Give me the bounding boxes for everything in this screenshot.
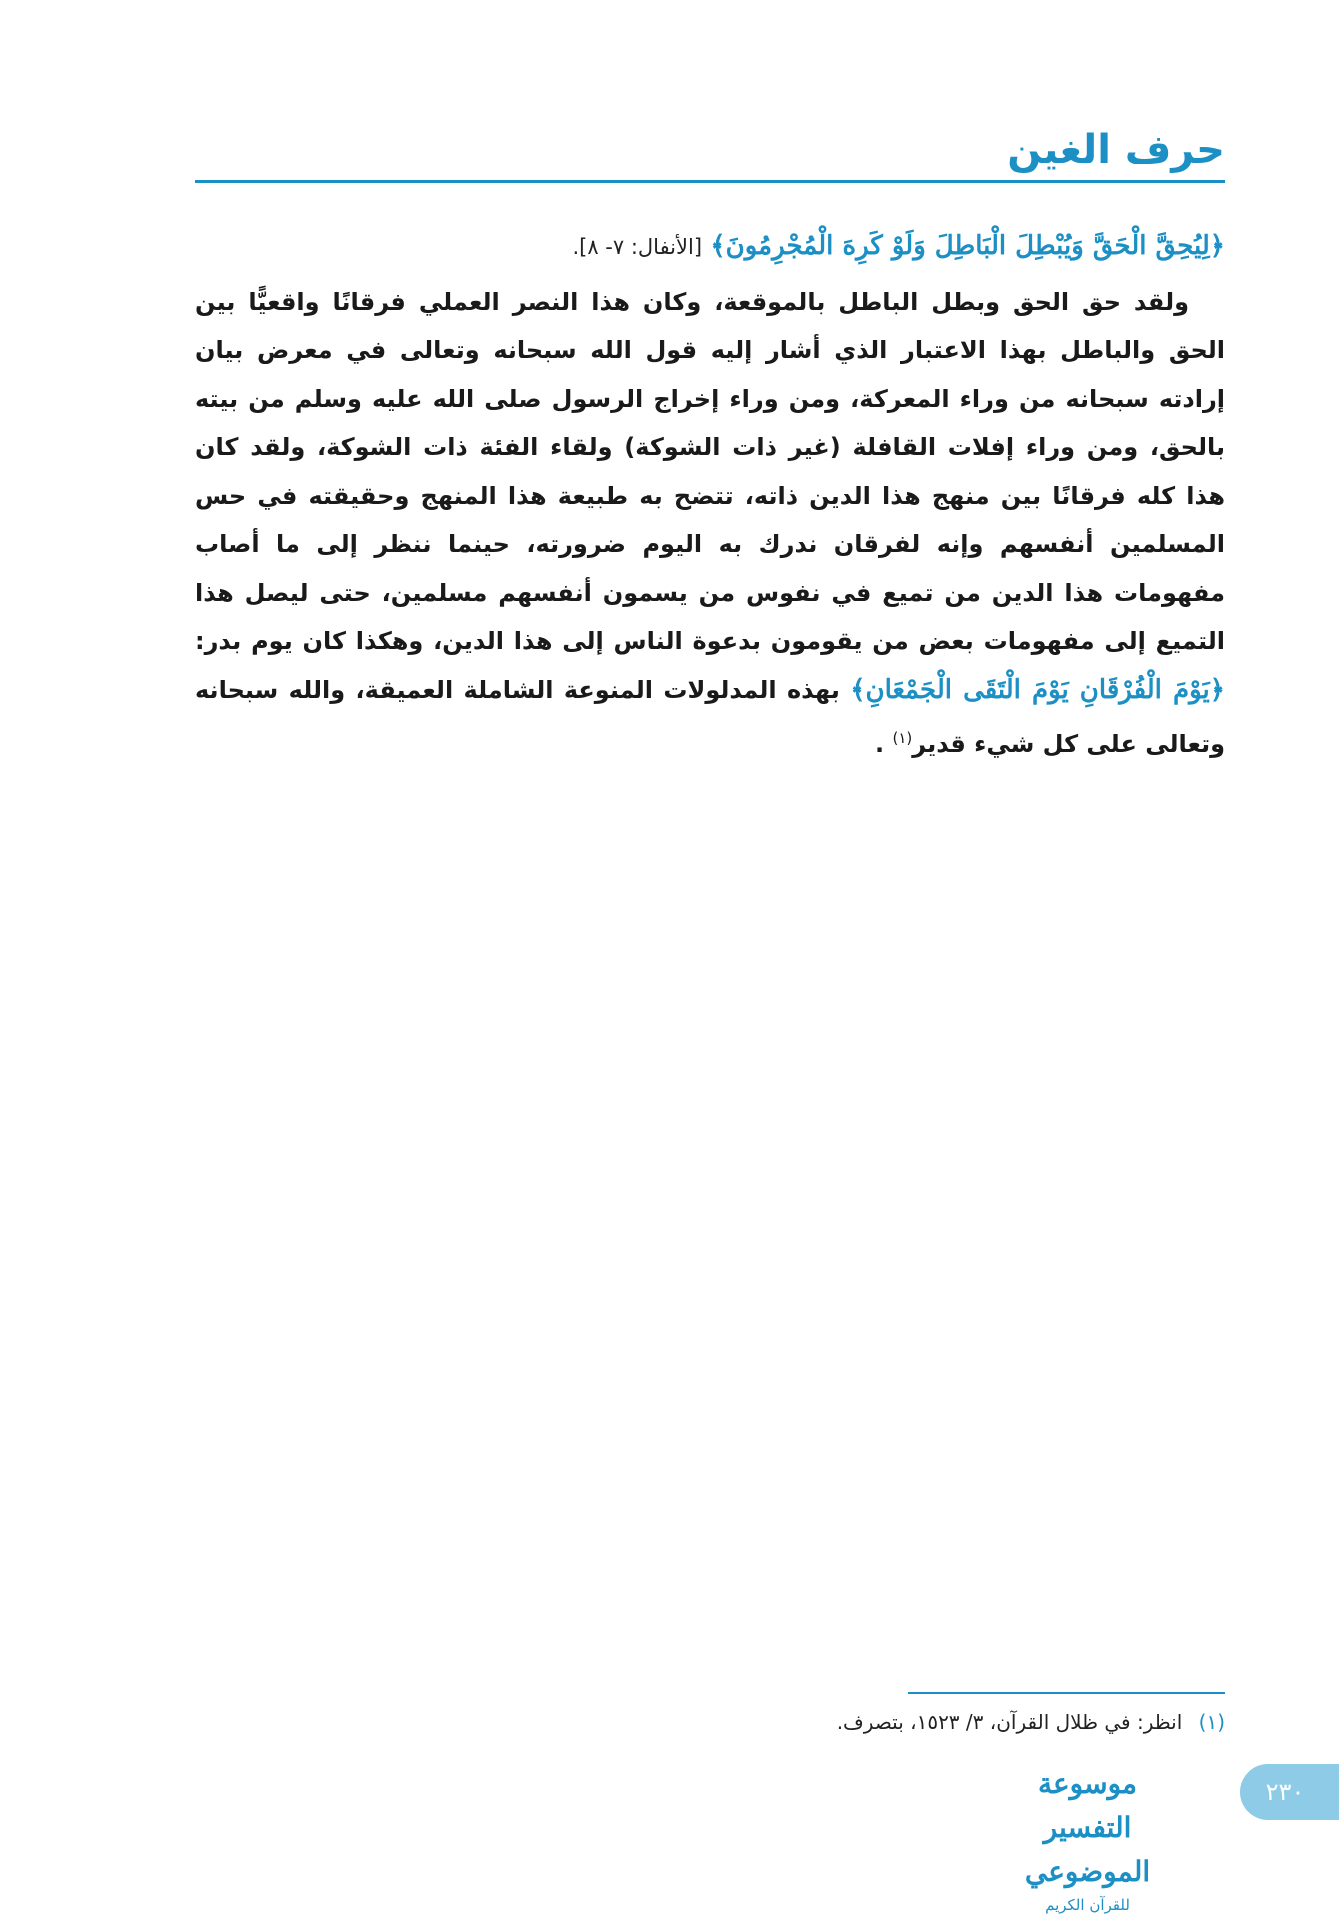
footnote-text: انظر: في ظلال القرآن، ٣/ ١٥٢٣، بتصرف. [836,1710,1183,1734]
logo-sub-text: للقرآن الكريم [1045,1896,1130,1914]
chapter-title: حرف الغين [1007,127,1225,173]
footnote [595,1710,1225,1734]
verse-line [195,222,1225,272]
footnote-divider [908,1692,1225,1694]
inline-quran-verse: ﴿يَوْمَ الْفُرْقَانِ يَوْمَ الْتَقَى الْجَمْعَانِ﴾ [850,674,1225,705]
encyclopedia-logo [990,1762,1185,1914]
logo-main-text: موسوعة التفسير الموضوعي [1024,1767,1151,1888]
footnote-marker: (١) [892,729,913,747]
verse-reference: [الأنفال: ٧- ٨]. [572,235,703,259]
quran-verse: ﴿لِيُحِقَّ الْحَقَّ وَيُبْطِلَ الْبَاطِلَ وَلَوْ كَرِهَ الْمُجْرِمُونَ﴾ [710,231,1225,261]
main-text [195,222,1225,769]
page-number: ٢٣٠ [1265,1778,1305,1806]
footnote-number: (١) [1198,1710,1225,1734]
paragraph-period: . [875,730,885,758]
body-paragraph [195,278,1225,769]
header-divider [195,180,1225,183]
paragraph-text: ولقد حق الحق وبطل الباطل بالموقعة، وكان هذا النصر العملي فرقانًا واقعيًّا بين الحق والباطل بهذا الاعتبار الذي أشار إليه قول الله سبحانه وتعالى في معرض بيان إرادته سبحانه من وراء المعركة، ومن وراء إخراج الرسول صلى الله عليه وسلم من بيته بالحق، ومن وراء إفلات القافلة (غير ذات الشوكة) ولقاء الفئة ذات الشوكة، ولقد كان هذا كله فرقانًا بين منهج هذا الدين ذاته، تتضح به طبيعة هذا المنهج وحقيقته في حس المسلمين أنفسهم وإنه لفرقان ندرك به اليوم ضرورته، حينما ننظر إلى ما أصاب مفهومات هذا الدين من تميع في نفوس من يسمون أنفسهم مسلمين، حتى ليصل هذا التميع إلى مفهومات بعض من يقومون بدعوة الناس إلى هذا الدين، وهكذا كان يوم بدر: [195,287,1225,655]
paragraph-text-end: بهذه المدلولات المنوعة الشاملة العميقة، والله سبحانه وتعالى على كل شيء قدير [195,675,1225,758]
page-header [195,120,1225,186]
